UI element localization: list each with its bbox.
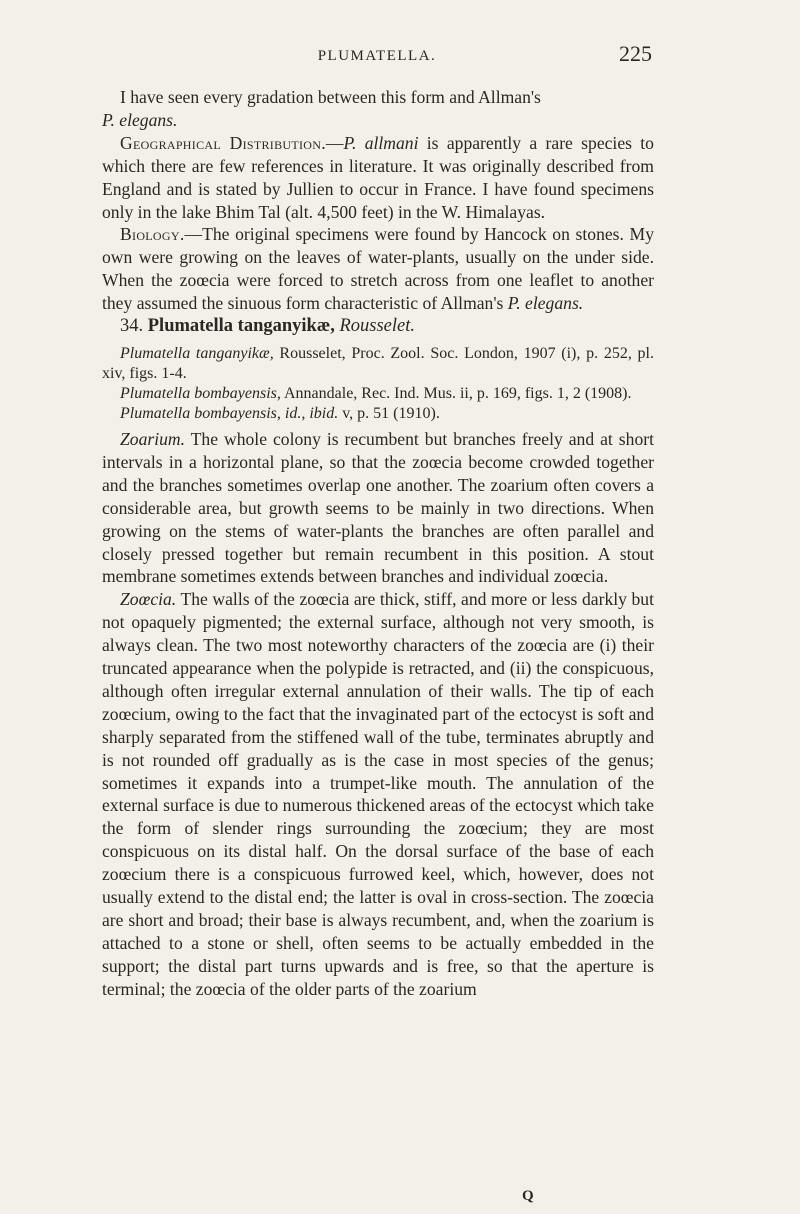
paragraph-geographical-distribution xyxy=(102,132,654,224)
reference-name: Plumatella bombayensis, id., ibid. xyxy=(120,404,339,422)
reference-text: v, p. 51 (1910). xyxy=(338,404,440,422)
paragraph-gradation xyxy=(102,86,654,132)
reference-name: Plumatella bombayensis, xyxy=(120,384,281,402)
page-number: 225 xyxy=(619,41,652,66)
page-body xyxy=(102,86,654,1001)
paragraph-zoarium xyxy=(102,428,654,588)
biology-dash: — xyxy=(184,224,203,245)
reference-name: Plumatella tanganyikæ, xyxy=(120,344,274,362)
geo-heading: Geographical Distribution. xyxy=(120,132,326,153)
reference-text: Rousselet, Proc. Zool. Soc. London, 1907 (i), p. 252, pl. xiv, figs. 1-4. xyxy=(102,344,654,382)
section-number: 34. xyxy=(120,316,144,337)
signature-mark: Q xyxy=(522,1188,534,1204)
running-title: PLUMATELLA. xyxy=(317,48,437,64)
geo-species: P. allmani xyxy=(343,132,419,153)
reference-text: Annandale, Rec. Ind. Mus. ii, p. 169, figs. 1, 2 (1908). xyxy=(280,384,632,402)
paragraph-zooecia xyxy=(102,588,654,1000)
section-author: Rousselet. xyxy=(339,316,415,337)
reference-item xyxy=(102,404,654,424)
biology-text: The original specimens were found by Hancock on stones. My own were growing on the leaves of water-plants, usually on the under side. When the zoœcia were forced to stretch across from one leaflet to another they assumed the sinuous form characteristic of Allman's xyxy=(102,224,654,314)
zoarium-text: The whole colony is recumbent but branches freely and at short intervals in a horizontal plane, so that the zoœcia become crowded together and the branches sometimes overlap one another. The zoarium often covers a considerable area, but growth seems to be mainly in two directions. When growing on the stems of water-plants the branches are often parallel and closely pressed together but remain recumbent in this position. A stout membrane sometimes extends between branches and individual zoœcia. xyxy=(102,428,654,587)
reference-item xyxy=(102,344,654,384)
geo-dash: — xyxy=(325,132,344,153)
section-heading xyxy=(102,315,654,338)
zooecia-label: Zoœcia. xyxy=(120,589,177,610)
zoarium-label: Zoarium. xyxy=(120,428,186,449)
gradation-text: I have seen every gradation between this form and Allman's xyxy=(120,87,541,107)
geo-text: is apparently a rare species to which there are few references in literature. It was originally described from England and is stated by Jullien to occur in France. I have found specimens only in the lake Bhim Tal (alt. 4,500 feet) in the W. Himalayas. xyxy=(102,132,654,222)
zooecia-text: The walls of the zoœcia are thick, stiff, and more or less darkly but not opaquely pigmented; the external surface, although not very smooth, is always clean. The two most noteworthy characters of the zoœcia are (i) their truncated appearance when the polypide is retracted, and (ii) the conspicuous, although often irregular external annulation of their walls. The tip of each zoœcium, owing to the fact that the invaginated part of the ectocyst is soft and sharply separated from the stiffened wall of the tube, terminates abruptly and is not rounded off gradually as is the case in most species of the genus; sometimes it expands into a trumpet-like mouth. The annulation of the external surface is due to numerous thickened areas of the ectocyst which take the form of slender rings surrounding the zoœcium; they are most conspicuous on its distal half. On the dorsal surface of the base of each zoœcium there is a conspicuous furrowed keel, which, however, does not usually extend to the distal end; the latter is oval in cross-section. The zoœcia are short and broad; their base is always recumbent, and, when the zoarium is attached to a stone or shell, often seems to be actually embedded in the support; the distal part turns upwards and is free, so that the aperture is terminal; the zoœcia of the older parts of the zoarium xyxy=(102,589,654,999)
species-elegans: P. elegans. xyxy=(102,109,178,130)
biology-heading: Biology. xyxy=(120,224,185,245)
page-header xyxy=(102,38,652,68)
section-title: Plumatella tanganyikæ, xyxy=(147,316,335,337)
references xyxy=(102,344,654,424)
paragraph-biology xyxy=(102,223,654,315)
biology-species: P. elegans. xyxy=(507,293,584,314)
reference-item xyxy=(102,384,654,404)
